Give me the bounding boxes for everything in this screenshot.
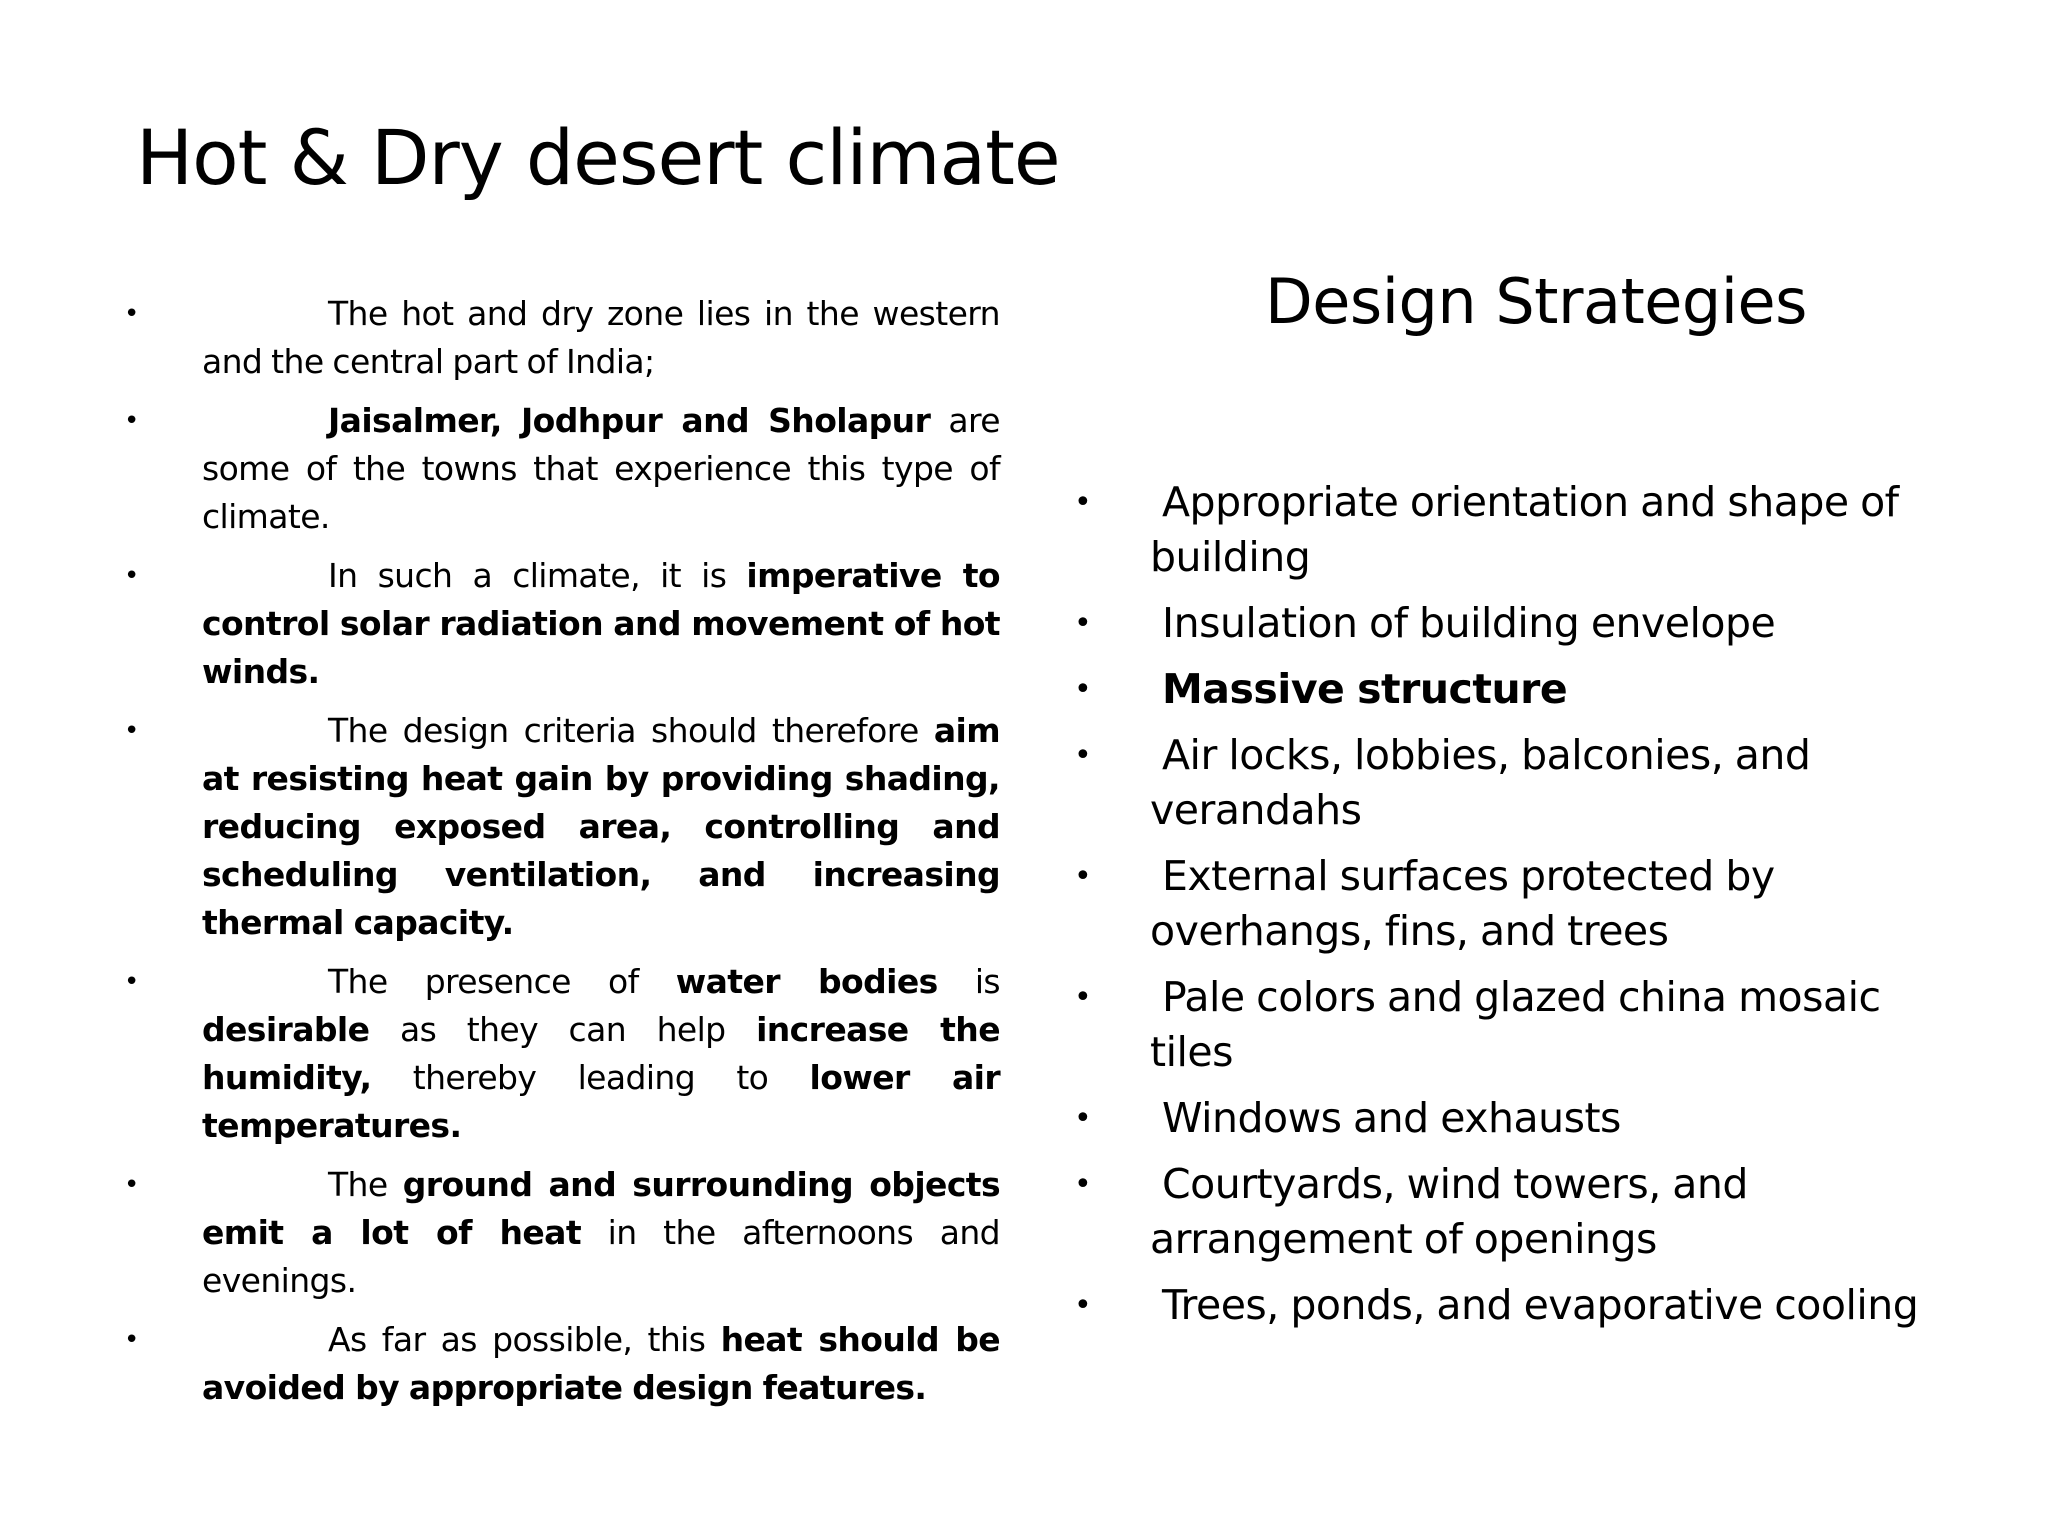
list-item [1070,728,1970,838]
item-text: Insulation of building envelope [1162,599,1776,647]
item-text: External surfaces protected by overhangs, fins, and trees [1150,852,1775,955]
bullet-icon: • [124,967,139,997]
list-item [1070,1091,1970,1146]
item-text: Trees, ponds, and evaporative cooling [1162,1281,1919,1329]
item-text: The presence of [328,962,676,1001]
slide-title: Hot & Dry desert climate [136,113,1060,202]
bullet-icon: • [124,561,139,591]
bullet-icon: • [1074,1101,1092,1136]
item-text-bold: aim at resisting heat gain by providing shading, reducing exposed area, controlling and scheduling ventilation, and increasing thermal capacity. [202,711,1000,942]
list-item [1070,475,1970,585]
item-text: as they can help [369,1010,757,1049]
list-item [120,397,1000,541]
item-text: Courtyards, wind towers, and arrangement of openings [1150,1160,1748,1263]
bullet-icon: • [1074,485,1092,520]
item-text-bold: Jaisalmer, Jodhpur and Sholapur [328,401,931,440]
list-item [1070,849,1970,959]
bullet-icon: • [1074,672,1092,707]
item-text-bold: ground and surrounding objects emit a lot of heat [202,1165,1001,1252]
list-item [120,1316,1000,1412]
climate-description-list [120,290,1000,1423]
bullet-icon: • [1074,859,1092,894]
bullet-icon: • [124,406,139,436]
list-item [120,1161,1000,1305]
bullet-icon: • [124,1170,139,1200]
item-text: is [937,962,1000,1001]
list-item [1070,970,1970,1080]
item-text: The [328,1165,403,1204]
item-text: thereby leading to [371,1058,810,1097]
bullet-icon: • [124,716,139,746]
list-item [120,707,1000,947]
item-text: In such a climate, it is [328,556,747,595]
list-item [1070,596,1970,651]
item-text: Air locks, lobbies, balconies, and verandahs [1150,731,1811,834]
item-text: in the afternoons and evenings. [202,1213,1000,1300]
item-text-bold: lower air temperatures. [202,1058,1000,1145]
bullet-icon: • [1074,606,1092,641]
list-item [1070,1157,1970,1267]
list-item [1070,662,1970,717]
design-strategies-heading: Design Strategies [1265,265,1807,338]
item-text: The design criteria should therefore [328,711,934,750]
item-text: are some of the towns that experience this type of climate. [202,401,1000,536]
list-item [120,552,1000,696]
bullet-icon: • [1074,1167,1092,1202]
item-text-bold: increase the humidity, [202,1010,1000,1097]
list-item [120,958,1000,1150]
bullet-icon: • [124,1325,139,1355]
item-text: Appropriate orientation and shape of building [1150,478,1899,581]
design-strategies-list [1070,475,1970,1344]
item-text-bold: imperative to control solar radiation and movement of hot winds. [202,556,1000,691]
list-item [1070,1278,1970,1333]
bullet-icon: • [1074,980,1092,1015]
item-text-bold: water bodies [675,962,938,1001]
item-text-bold: desirable [202,1010,370,1049]
bullet-icon: • [1074,738,1092,773]
item-text: Pale colors and glazed china mosaic tiles [1150,973,1881,1076]
item-text: As far as possible, this [328,1320,721,1359]
item-text-bold: Massive structure [1162,665,1568,713]
item-text: Windows and exhausts [1162,1094,1621,1142]
item-text: The hot and dry zone lies in the western and the central part of India; [202,294,1000,381]
item-text-bold: heat should be avoided by appropriate design features. [202,1320,1000,1407]
bullet-icon: • [1074,1288,1092,1323]
list-item [120,290,1000,386]
bullet-icon: • [124,299,139,329]
